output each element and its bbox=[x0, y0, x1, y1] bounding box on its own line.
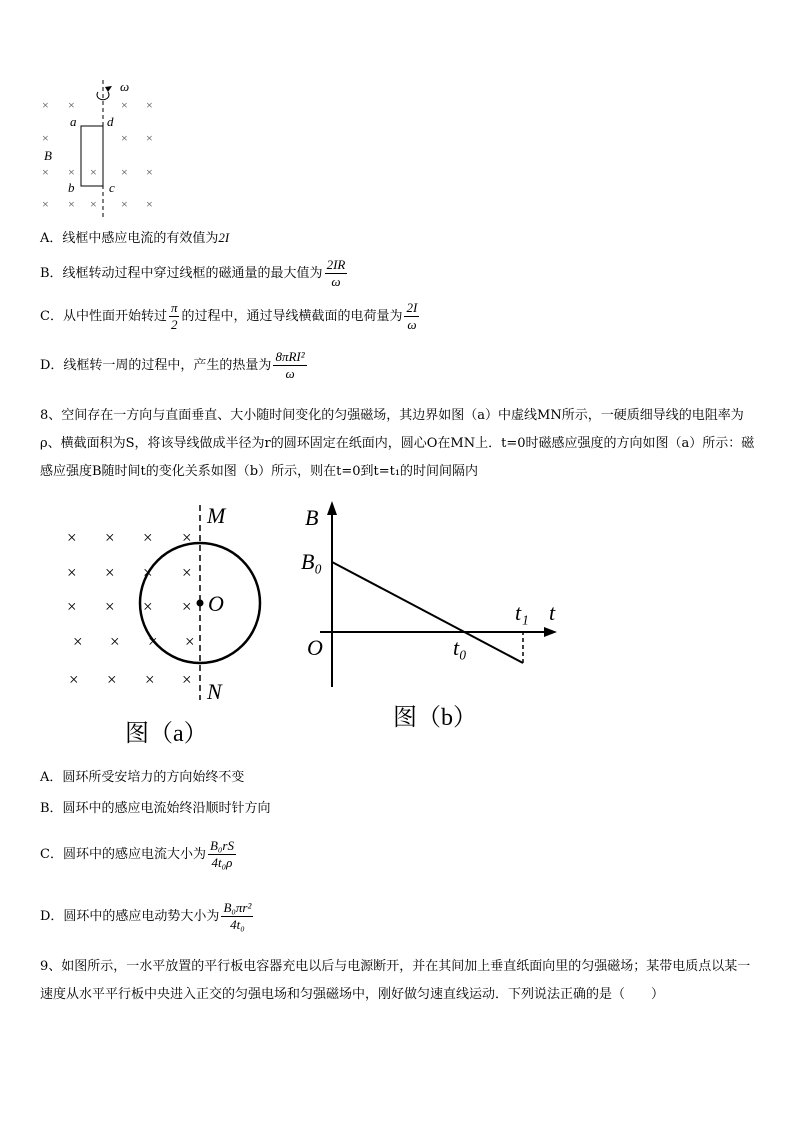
field-cross: × bbox=[185, 632, 195, 651]
figure-a-caption: 图（a） bbox=[125, 721, 208, 747]
vertex-c-label: c bbox=[109, 180, 115, 195]
label-t0: t₀ bbox=[453, 635, 467, 660]
fraction-numerator: 8πRI² bbox=[275, 349, 305, 364]
q7-option-b bbox=[40, 257, 349, 291]
option-c-text: C．从中性面开始转过 bbox=[40, 309, 167, 324]
field-cross: × bbox=[105, 528, 115, 547]
figure-b bbox=[295, 495, 575, 745]
field-cross: × bbox=[182, 528, 192, 547]
figure-b-caption: 图（b） bbox=[393, 705, 477, 731]
field-cross: × bbox=[67, 528, 77, 547]
label-M: M bbox=[207, 503, 226, 528]
field-cross: × bbox=[67, 597, 77, 616]
field-cross: × bbox=[90, 165, 97, 179]
field-cross: × bbox=[143, 528, 153, 547]
label-O: O bbox=[307, 635, 323, 660]
field-cross: × bbox=[110, 632, 120, 651]
field-cross: × bbox=[67, 563, 77, 582]
field-cross: × bbox=[90, 197, 97, 211]
field-cross: × bbox=[146, 165, 153, 179]
option-d-text: D．线框转一周的过程中，产生的热量为 bbox=[40, 358, 272, 373]
fraction-denominator: 4t₀ bbox=[230, 917, 245, 932]
option-d-fraction bbox=[273, 349, 306, 382]
label-O: O bbox=[208, 591, 224, 616]
center-point-O bbox=[197, 600, 204, 607]
q9-stem: 9、如图所示，一水平放置的平行板电容器充电以后与电源断开，并在其间加上垂直纸面向里的匀强磁场；某带电质点以某一速度从水平平行板中央进入正交的匀强电场和匀强磁场中，刚好做匀速直线运动．下列说法正确的是（ ） bbox=[40, 959, 751, 1002]
field-cross: × bbox=[42, 131, 49, 145]
field-cross: × bbox=[121, 131, 128, 145]
fraction-numerator: 2I bbox=[406, 300, 418, 315]
field-cross: × bbox=[68, 165, 75, 179]
figure-a bbox=[55, 495, 285, 755]
fraction-numerator: π bbox=[170, 300, 178, 315]
option-c-fraction bbox=[404, 300, 419, 333]
field-cross: × bbox=[182, 563, 192, 582]
B-axis-arrow-icon bbox=[327, 501, 337, 515]
vertex-b-label: b bbox=[68, 180, 75, 195]
field-B-label: B bbox=[44, 148, 52, 163]
label-t: t bbox=[549, 600, 556, 625]
field-cross: × bbox=[105, 597, 115, 616]
field-cross: × bbox=[42, 165, 49, 179]
option-b-text: B．线框转动过程中穿过线框的磁通量的最大值为 bbox=[40, 266, 323, 281]
field-cross: × bbox=[146, 98, 153, 112]
fraction-denominator: ω bbox=[285, 366, 295, 381]
q8-option-d bbox=[40, 897, 255, 937]
rotating-loop-figure bbox=[36, 74, 176, 219]
field-cross: × bbox=[121, 165, 128, 179]
field-cross: × bbox=[121, 98, 128, 112]
field-cross: × bbox=[42, 197, 49, 211]
field-cross: × bbox=[105, 563, 115, 582]
t-axis-arrow-icon bbox=[544, 627, 557, 637]
field-cross: × bbox=[68, 98, 75, 112]
q7-option-c bbox=[40, 298, 421, 336]
label-B0: B₀ bbox=[301, 549, 323, 574]
q8-option-c bbox=[40, 835, 238, 875]
B-t-line bbox=[332, 562, 523, 663]
option-c-text: C．圆环中的感应电流大小为 bbox=[40, 847, 206, 862]
field-cross: × bbox=[182, 597, 192, 616]
option-d-fraction bbox=[221, 900, 253, 933]
field-cross: × bbox=[182, 670, 192, 689]
field-cross: × bbox=[146, 131, 153, 145]
field-cross: × bbox=[107, 670, 117, 689]
rotation-arrowhead-icon bbox=[105, 86, 112, 92]
option-a-expr: 2I bbox=[218, 230, 230, 245]
omega-label: ω bbox=[120, 79, 130, 94]
field-cross: × bbox=[69, 670, 79, 689]
option-d-text: D．圆环中的感应电动势大小为 bbox=[40, 909, 220, 924]
magnetic-field-crosses bbox=[42, 98, 153, 211]
field-cross: × bbox=[146, 197, 153, 211]
fraction-denominator: 4t₀ρ bbox=[211, 855, 233, 870]
field-cross: × bbox=[68, 197, 75, 211]
option-b-fraction bbox=[325, 257, 348, 290]
fraction-numerator: B₀πr² bbox=[223, 900, 252, 915]
field-cross: × bbox=[121, 197, 128, 211]
field-cross: × bbox=[143, 563, 153, 582]
vertex-d-label: d bbox=[107, 114, 114, 129]
q8-option-b: B．圆环中的感应电流始终沿顺时针方向 bbox=[40, 801, 271, 816]
field-cross: × bbox=[148, 632, 158, 651]
q7-option-a bbox=[40, 230, 229, 247]
label-N: N bbox=[207, 679, 222, 704]
field-cross: × bbox=[73, 632, 83, 651]
fraction-numerator: 2IR bbox=[326, 257, 346, 272]
field-cross: × bbox=[143, 597, 153, 616]
q7-option-d bbox=[40, 347, 309, 385]
label-t1: t₁ bbox=[515, 600, 529, 625]
option-a-text: A．线框中感应电流的有效值为 bbox=[40, 231, 219, 246]
option-c-middle: 的过程中，通过导线横截面的电荷量为 bbox=[181, 309, 403, 324]
q8-stem: 8、空间存在一方向与直面垂直、大小随时间变化的匀强磁场，其边界如图（a）中虚线MN所示，一硬质细导线的电阻率为ρ、横截面积为S，将该导线做成半径为r的圆环固定在纸面内，圆心O在MN上．t=0时磁感应强度的方向如图（a）所示：磁感应强度B随时间t的变化关系如图（b）所示，则在t=0到t=t₁的时间间隔内 bbox=[40, 408, 755, 479]
vertex-a-label: a bbox=[70, 114, 77, 129]
fraction-numerator: B₀rS bbox=[209, 838, 234, 853]
field-cross: × bbox=[145, 670, 155, 689]
fraction-denominator: 2 bbox=[170, 317, 178, 332]
fraction-denominator: ω bbox=[331, 274, 341, 289]
magnetic-field-crosses bbox=[67, 528, 195, 689]
fraction-denominator: ω bbox=[407, 317, 417, 332]
option-c-angle bbox=[169, 300, 180, 333]
q8-option-a: A．圆环所受安培力的方向始终不变 bbox=[40, 770, 245, 785]
option-c-fraction bbox=[208, 838, 236, 871]
label-B: B bbox=[305, 505, 319, 530]
field-cross: × bbox=[42, 98, 49, 112]
